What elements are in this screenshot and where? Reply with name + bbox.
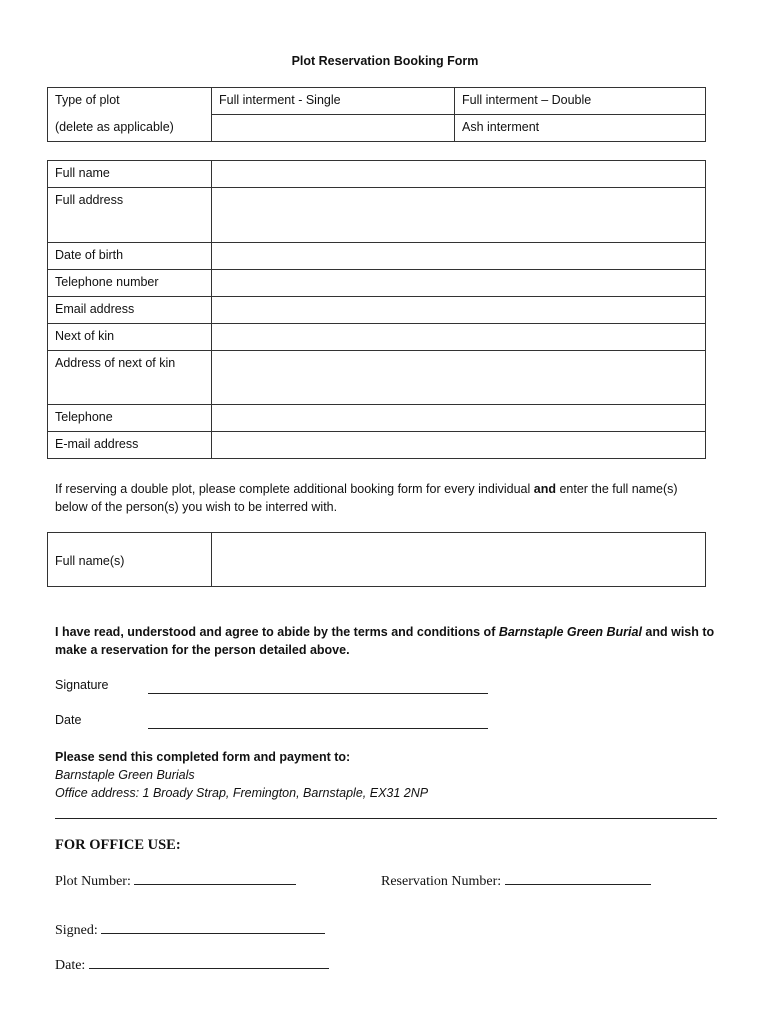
signature-line[interactable] bbox=[148, 679, 488, 694]
details-table bbox=[47, 160, 706, 459]
reservation-number-row bbox=[381, 872, 651, 890]
office-date-label: Date: bbox=[55, 958, 86, 973]
full-names-field[interactable] bbox=[212, 533, 706, 587]
full-names-table bbox=[47, 532, 706, 587]
plot-number-label: Plot Number: bbox=[55, 874, 131, 889]
reservation-number-label: Reservation Number: bbox=[381, 874, 502, 889]
date-of-birth-field[interactable] bbox=[212, 243, 706, 270]
signed-label: Signed: bbox=[55, 923, 98, 938]
full-address-field[interactable] bbox=[212, 188, 706, 243]
telephone-label: Telephone bbox=[48, 405, 212, 432]
email-address-2-label: E-mail address bbox=[48, 432, 212, 459]
email-address-label: Email address bbox=[48, 297, 212, 324]
full-address-label: Full address bbox=[48, 188, 212, 243]
agreement-firm-name: Barnstaple Green Burial bbox=[498, 625, 642, 639]
send-heading: Please send this completed form and payment to: bbox=[55, 750, 351, 764]
next-of-kin-label: Next of kin bbox=[48, 324, 212, 351]
full-name-field[interactable] bbox=[212, 161, 706, 188]
address-next-of-kin-label: Address of next of kin bbox=[48, 351, 212, 405]
date-of-birth-label: Date of birth bbox=[48, 243, 212, 270]
option-ash-interment[interactable]: Ash interment bbox=[455, 115, 706, 142]
office-use-heading: FOR OFFICE USE: bbox=[55, 837, 181, 853]
send-address: Office address: 1 Broady Strap, Fremington, Barnstaple, EX31 2NP bbox=[55, 786, 429, 800]
agreement-statement bbox=[55, 623, 715, 659]
address-next-of-kin-field[interactable] bbox=[212, 351, 706, 405]
signed-line[interactable] bbox=[101, 921, 325, 934]
send-to-block bbox=[55, 748, 428, 802]
date-label: Date bbox=[55, 713, 82, 727]
plot-number-line[interactable] bbox=[134, 872, 296, 885]
telephone-field[interactable] bbox=[212, 405, 706, 432]
double-plot-note bbox=[55, 480, 705, 516]
signature-label: Signature bbox=[55, 678, 109, 692]
double-plot-note-part2: enter the full name(s) below of the person(s) you wish to be interred with. bbox=[55, 482, 678, 514]
option-full-double[interactable]: Full interment – Double bbox=[455, 88, 706, 115]
agreement-part2: and wish to make a reservation for the person detailed above. bbox=[55, 625, 715, 657]
telephone-number-label: Telephone number bbox=[48, 270, 212, 297]
full-names-label: Full name(s) bbox=[48, 533, 212, 587]
office-date-row bbox=[55, 956, 329, 974]
plot-type-hint: (delete as applicable) bbox=[48, 115, 212, 142]
next-of-kin-field[interactable] bbox=[212, 324, 706, 351]
reservation-number-line[interactable] bbox=[505, 872, 651, 885]
plot-type-table bbox=[47, 87, 706, 142]
plot-type-empty-cell bbox=[212, 115, 455, 142]
option-full-single[interactable]: Full interment - Single bbox=[212, 88, 455, 115]
email-address-field[interactable] bbox=[212, 297, 706, 324]
telephone-number-field[interactable] bbox=[212, 270, 706, 297]
plot-type-label: Type of plot bbox=[48, 88, 212, 115]
date-line[interactable] bbox=[148, 714, 488, 729]
agreement-part1: I have read, understood and agree to abide by the terms and conditions of bbox=[55, 625, 499, 639]
full-name-label: Full name bbox=[48, 161, 212, 188]
double-plot-note-bold: and bbox=[533, 482, 556, 496]
send-name: Barnstaple Green Burials bbox=[55, 768, 195, 782]
office-date-line[interactable] bbox=[89, 956, 329, 969]
double-plot-note-part1: If reserving a double plot, please complete additional booking form for every individual bbox=[55, 482, 534, 496]
signed-row bbox=[55, 921, 325, 939]
divider bbox=[55, 818, 717, 819]
email-address-2-field[interactable] bbox=[212, 432, 706, 459]
plot-number-row bbox=[55, 872, 296, 890]
form-title: Plot Reservation Booking Form bbox=[291, 54, 479, 68]
